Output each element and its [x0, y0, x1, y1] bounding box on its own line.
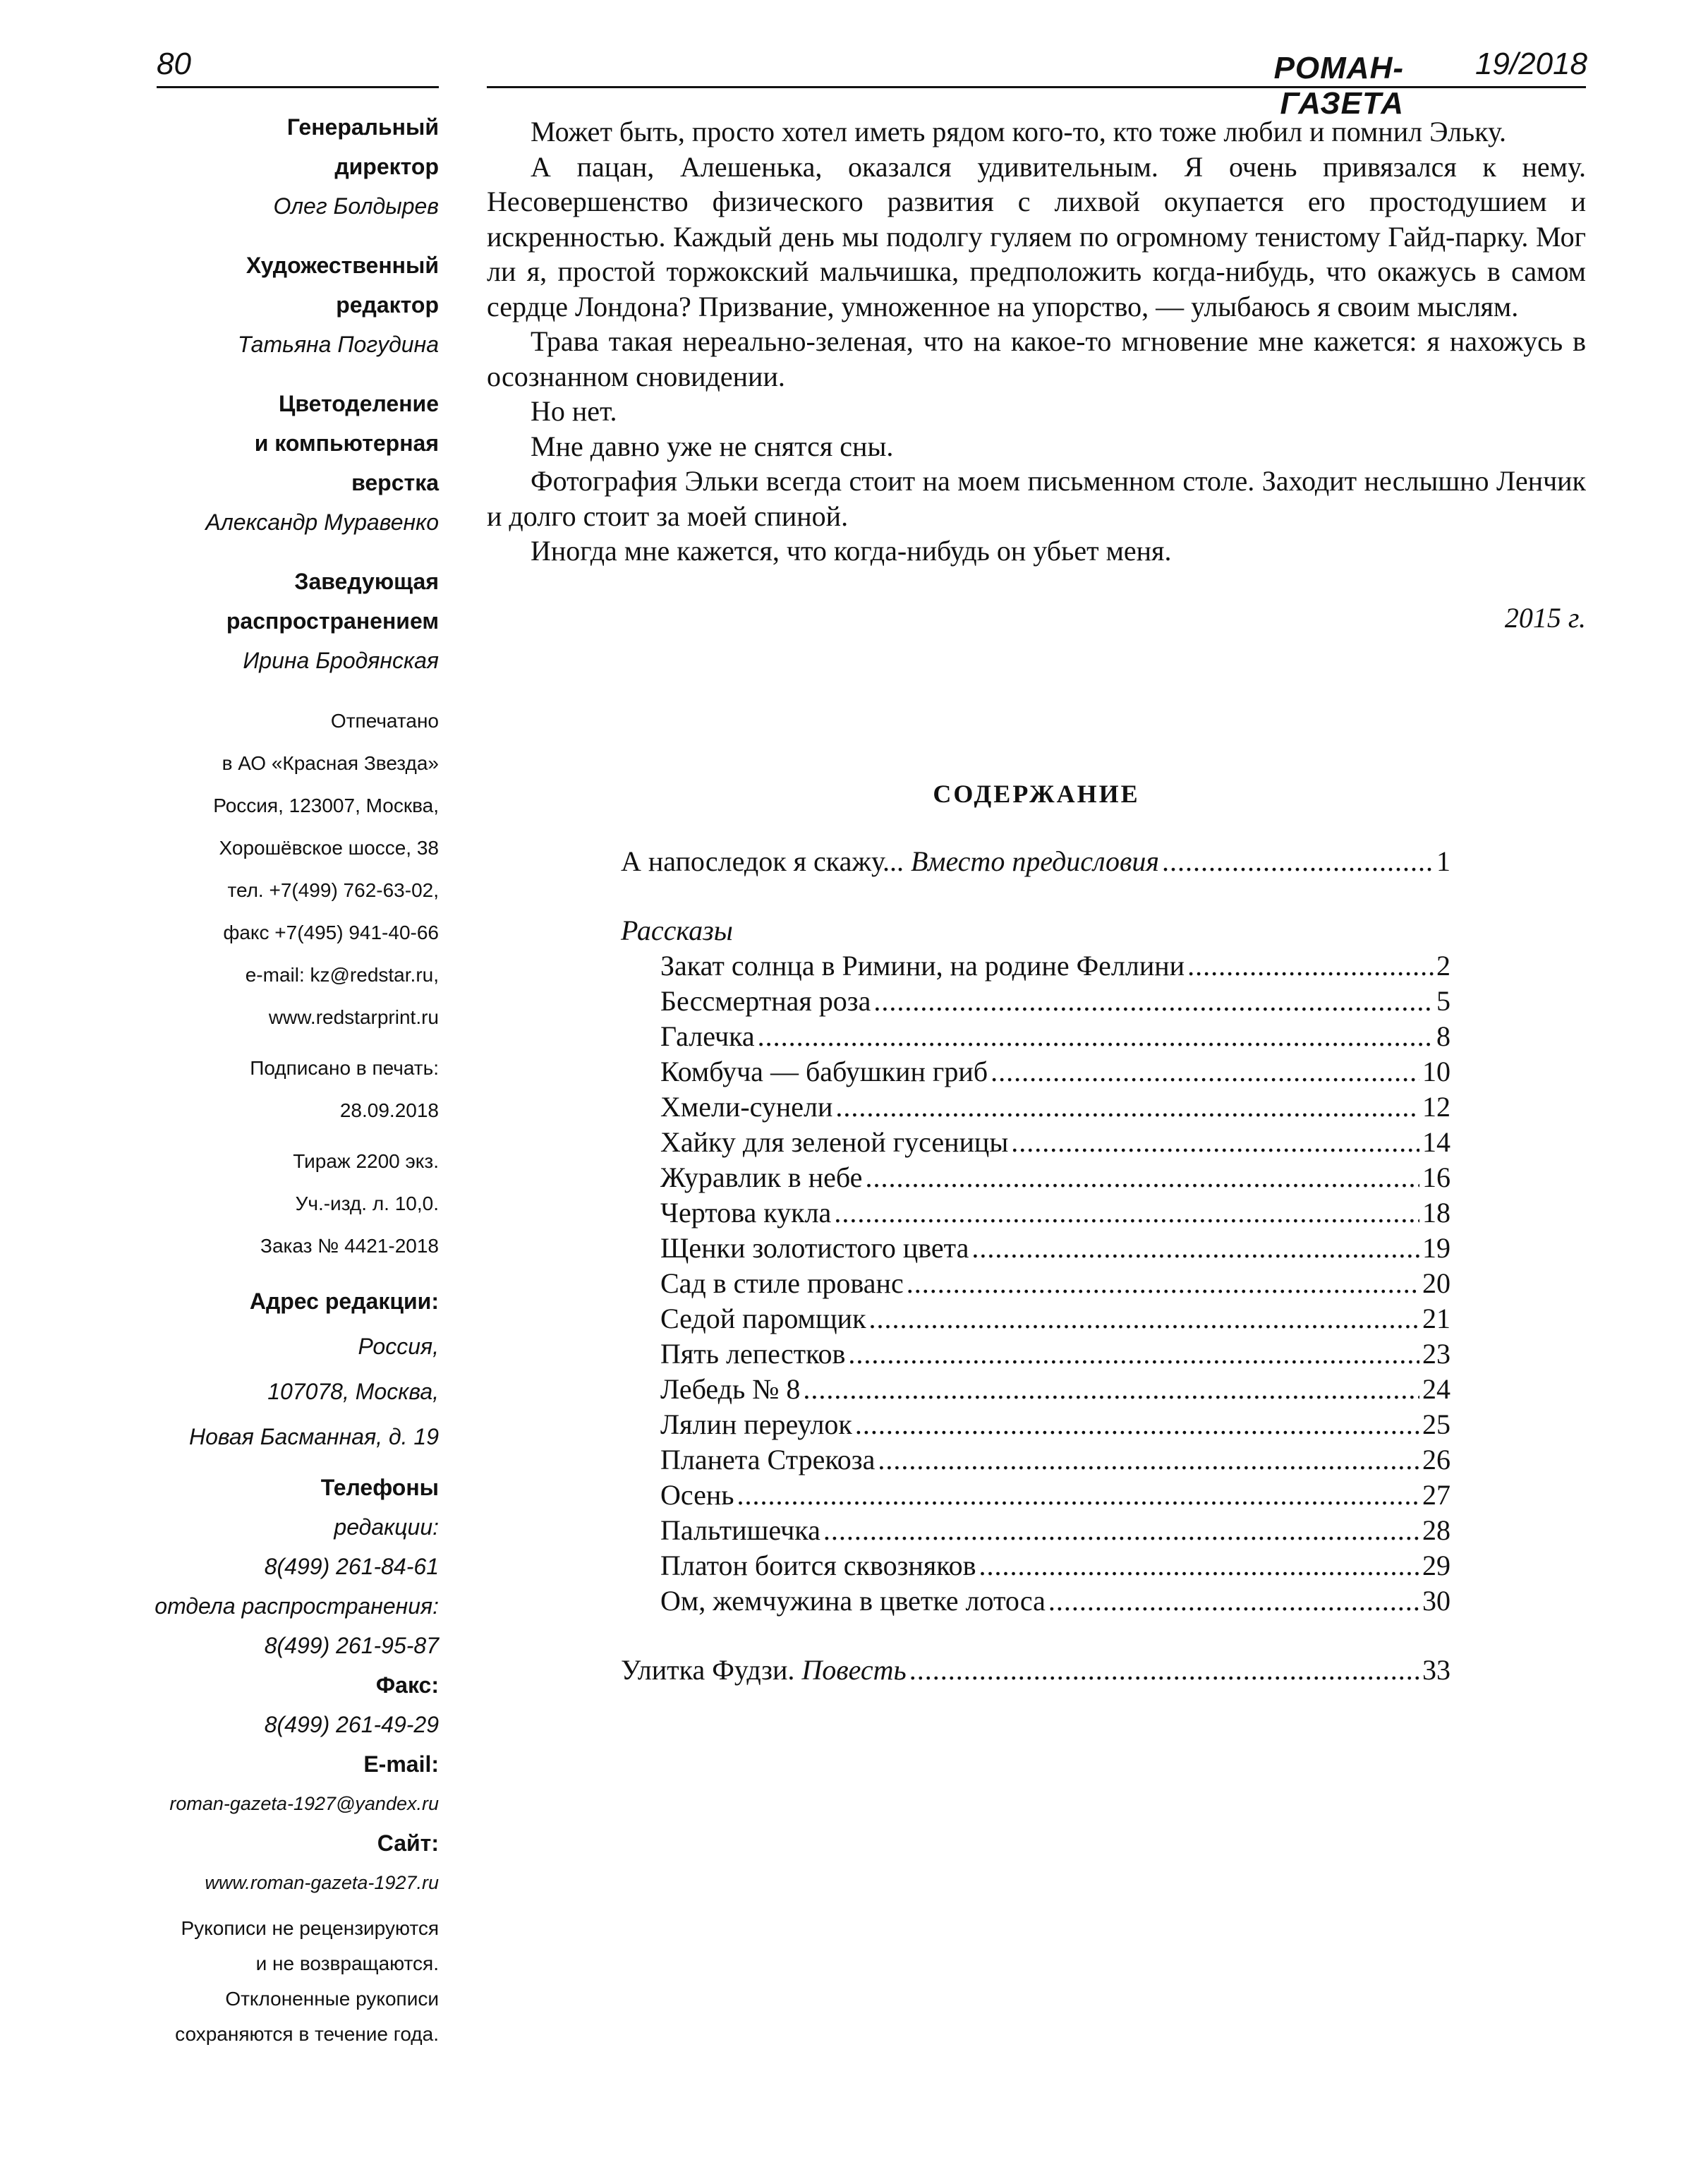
- toc-entry-title: Пять лепестков: [660, 1338, 846, 1370]
- toc-leader-dots: [1048, 1583, 1419, 1619]
- credit-role: Цветоделение: [279, 391, 439, 416]
- toc-leader-dots: [979, 1548, 1420, 1583]
- toc-entry: [621, 1301, 1450, 1336]
- toc-entry: [621, 1054, 1450, 1089]
- signed-info: 28.09.2018: [339, 1099, 439, 1121]
- toc-entry-title: Чертова кукла: [660, 1197, 832, 1229]
- toc-entry-page: 27: [1422, 1479, 1450, 1511]
- address-line: Россия,: [358, 1334, 439, 1359]
- toc-entry-page: 30: [1422, 1585, 1450, 1617]
- toc-entry-page: 14: [1422, 1126, 1450, 1158]
- toc-entry-title: Хайку для зеленой гусеницы: [660, 1126, 1009, 1158]
- story-paragraph: Фотография Эльки всегда стоит на моем письменном столе. Заходит неслышно Ленчик и долго стоит за моей спиной.: [487, 465, 1586, 532]
- story-date: 2015 г.: [1504, 602, 1586, 634]
- toc-entry-title: Улитка Фудзи.: [621, 1654, 795, 1686]
- toc-entry-title: А напоследок я скажу...: [621, 845, 904, 877]
- credit-role: распространением: [226, 608, 439, 634]
- toc-leader-dots: [823, 1513, 1419, 1548]
- toc-entry-title: Пальтишечка: [660, 1514, 820, 1546]
- credits-column: [141, 107, 439, 2052]
- toc-entry-page: 1: [1436, 845, 1450, 877]
- toc-entry: [621, 1336, 1450, 1372]
- toc-leader-dots: [1187, 948, 1434, 984]
- toc-entry: [621, 984, 1450, 1019]
- toc-entry-title: Хмели-сунели: [660, 1091, 833, 1123]
- fax-number: 8(499) 261-49-29: [264, 1712, 439, 1737]
- run-info: Уч.-изд. л. 10,0.: [295, 1193, 439, 1214]
- site-heading: Сайт:: [377, 1830, 439, 1856]
- phones-label: редакции:: [334, 1514, 439, 1540]
- credit-name: Ирина Бродянская: [243, 648, 439, 673]
- printing-info: факс +7(495) 941-40-66: [223, 922, 439, 943]
- credit-name: Олег Болдырев: [273, 193, 439, 219]
- toc-leader-dots: [1011, 1125, 1419, 1160]
- toc-entry-title: Журавлик в небе: [660, 1161, 863, 1193]
- toc-entry-title: Планета Стрекоза: [660, 1444, 876, 1475]
- toc-entry: [621, 1478, 1450, 1513]
- toc-leader-dots: [1162, 844, 1434, 879]
- story-paragraph: Но нет.: [531, 395, 617, 427]
- toc-entry-page: 18: [1422, 1197, 1450, 1229]
- toc-entry: [621, 1372, 1450, 1407]
- toc-entry-title: Сад в стиле прованс: [660, 1267, 904, 1299]
- toc-entry-page: 21: [1422, 1303, 1450, 1334]
- toc-leader-dots: [909, 1653, 1419, 1688]
- phones-label: отдела распространения:: [155, 1593, 439, 1619]
- toc-leader-dots: [869, 1301, 1419, 1336]
- toc-entry-title: Лялин переулок: [660, 1408, 852, 1440]
- toc-entry: [621, 1583, 1450, 1619]
- toc-leader-dots: [737, 1478, 1419, 1513]
- toc-entry-page: 23: [1422, 1338, 1450, 1370]
- toc-entry-page: 26: [1422, 1444, 1450, 1475]
- toc-entry-subtitle: Повесть: [801, 1654, 907, 1686]
- toc-entry: [621, 1125, 1450, 1160]
- printing-info: в АО «Красная Звезда»: [222, 752, 439, 774]
- credit-role: Заведующая: [294, 569, 439, 594]
- story-paragraph: Может быть, просто хотел иметь рядом кого-то, кто тоже любил и помнил Эльку.: [531, 116, 1507, 147]
- email-address: roman-gazeta-1927@yandex.ru: [169, 1793, 439, 1814]
- toc-entry: [621, 948, 1450, 984]
- toc-entry-title: Платон боится сквозняков: [660, 1550, 976, 1581]
- publication-title: РОМАН-ГАЗЕТА: [1273, 51, 1404, 121]
- toc-entry: [621, 1513, 1450, 1548]
- toc-entry: [621, 1266, 1450, 1301]
- fax-heading: Факс:: [375, 1672, 439, 1698]
- toc-entry-page: 5: [1436, 985, 1450, 1017]
- toc-entry-title: Осень: [660, 1479, 734, 1511]
- table-of-contents: [621, 844, 1450, 1688]
- credit-role: редактор: [336, 292, 439, 318]
- header-rule-right: [487, 86, 1586, 88]
- toc-entry-title: Щенки золотистого цвета: [660, 1232, 969, 1264]
- toc-entry: [621, 1231, 1450, 1266]
- toc-entry-final: [621, 1653, 1450, 1688]
- toc-entry-page: 19: [1422, 1232, 1450, 1264]
- toc-entry: [621, 1160, 1450, 1195]
- toc-entry-title: Лебедь № 8: [660, 1373, 801, 1405]
- manuscript-note: Рукописи не рецензируются: [181, 1917, 439, 1939]
- toc-items: [621, 948, 1450, 1619]
- toc-entry-page: 24: [1422, 1373, 1450, 1405]
- printing-info: Россия, 123007, Москва,: [213, 795, 439, 816]
- toc-title: СОДЕРЖАНИЕ: [933, 780, 1140, 808]
- story-text: [487, 114, 1586, 569]
- toc-leader-dots: [848, 1336, 1419, 1372]
- toc-entry-title: Закат солнца в Римини, на родине Феллини: [660, 950, 1185, 982]
- credit-role: директор: [334, 154, 439, 179]
- phone-number: 8(499) 261-84-61: [264, 1554, 439, 1579]
- toc-entry: [621, 1548, 1450, 1583]
- toc-entry-title: Бессмертная роза: [660, 985, 871, 1017]
- credit-name: Александр Муравенко: [205, 509, 439, 535]
- toc-leader-dots: [865, 1160, 1419, 1195]
- phones-heading: Телефоны: [320, 1475, 439, 1500]
- toc-entry-intro: [621, 844, 1450, 879]
- printing-info: Хорошёвское шоссе, 38: [219, 837, 439, 859]
- email-heading: E-mail:: [363, 1751, 439, 1777]
- toc-leader-dots: [907, 1266, 1419, 1301]
- printing-info: www.redstarprint.ru: [268, 1006, 439, 1028]
- toc-entry-page: 25: [1422, 1408, 1450, 1440]
- address-line: 107078, Москва,: [267, 1379, 439, 1404]
- site-url: www.roman-gazeta-1927.ru: [205, 1872, 439, 1893]
- credit-role: Генеральный: [286, 114, 439, 140]
- page-number: 80: [157, 47, 191, 81]
- run-info: Заказ № 4421-2018: [260, 1235, 439, 1257]
- toc-entry: [621, 1089, 1450, 1125]
- toc-entry-page: 12: [1422, 1091, 1450, 1123]
- toc-leader-dots: [803, 1372, 1419, 1407]
- signed-info: Подписано в печать:: [250, 1057, 439, 1079]
- toc-leader-dots: [855, 1407, 1419, 1442]
- run-info: Тираж 2200 экз.: [293, 1150, 439, 1172]
- toc-entry-page: 29: [1422, 1550, 1450, 1581]
- toc-entry: [621, 1019, 1450, 1054]
- toc-entry-page: 28: [1422, 1514, 1450, 1546]
- toc-leader-dots: [758, 1019, 1434, 1054]
- toc-entry-page: 10: [1422, 1056, 1450, 1087]
- story-paragraph: А пацан, Алешенька, оказался удивительным. Я очень привязался к нему. Несовершенство физического развития с лихвой окупается его простодушием и искренностью. Каждый день мы подолгу гуляем по огромному тенистому Гайд-парку. Мог ли я, простой торжокский мальчишка, предположить когда-нибудь, что окажусь в самом сердце Лондона? Призвание, умноженное на упорство, — улыбаюсь я своим мыслям.: [487, 150, 1586, 322]
- address-heading: Адрес редакции:: [249, 1288, 439, 1314]
- toc-leader-dots: [878, 1442, 1419, 1478]
- manuscript-note: сохраняются в течение года.: [175, 2023, 439, 2045]
- toc-section-heading: Рассказы: [621, 915, 733, 946]
- story-paragraph: Мне давно уже не снятся сны.: [531, 430, 894, 462]
- toc-leader-dots: [873, 984, 1434, 1019]
- toc-entry-page: 2: [1436, 950, 1450, 982]
- toc-entry-page: 20: [1422, 1267, 1450, 1299]
- manuscript-note: и не возвращаются.: [255, 1952, 439, 1974]
- toc-entry: [621, 1442, 1450, 1478]
- manuscript-note: Отклоненные рукописи: [225, 1988, 439, 2010]
- toc-leader-dots: [834, 1195, 1419, 1231]
- toc-entry-title: Седой паромщик: [660, 1303, 866, 1334]
- toc-leader-dots: [835, 1089, 1419, 1125]
- toc-entry-page: 8: [1436, 1020, 1450, 1052]
- phone-number: 8(499) 261-95-87: [264, 1633, 439, 1658]
- toc-entry-title: Комбуча — бабушкин гриб: [660, 1056, 988, 1087]
- toc-entry-page: 33: [1422, 1654, 1450, 1686]
- story-paragraph: Трава такая нереально-зеленая, что на какое-то мгновение мне кажется: я нахожусь в осознанном сновидении.: [487, 325, 1586, 392]
- credit-role: Художественный: [246, 253, 439, 278]
- printing-info: Отпечатано: [330, 710, 439, 732]
- story-paragraph: Иногда мне кажется, что когда-нибудь он убьет меня.: [531, 535, 1172, 567]
- toc-entry-subtitle: Вместо предисловия: [911, 845, 1159, 877]
- toc-entry-title: Ом, жемчужина в цветке лотоса: [660, 1585, 1046, 1617]
- toc-entry: [621, 1195, 1450, 1231]
- credit-name: Татьяна Погудина: [237, 332, 439, 357]
- toc-leader-dots: [971, 1231, 1419, 1266]
- address-line: Новая Басманная, д. 19: [189, 1424, 439, 1449]
- header-rule-left: [157, 86, 439, 88]
- toc-leader-dots: [991, 1054, 1419, 1089]
- printing-info: e-mail: kz@redstar.ru,: [245, 964, 439, 986]
- credit-role: верстка: [351, 470, 439, 495]
- printing-info: тел. +7(499) 762-63-02,: [227, 879, 439, 901]
- toc-entry-title: Галечка: [660, 1020, 755, 1052]
- toc-entry: [621, 1407, 1450, 1442]
- issue-number: 19/2018: [1474, 47, 1587, 81]
- toc-entry-page: 16: [1422, 1161, 1450, 1193]
- credit-role: и компьютерная: [254, 430, 439, 456]
